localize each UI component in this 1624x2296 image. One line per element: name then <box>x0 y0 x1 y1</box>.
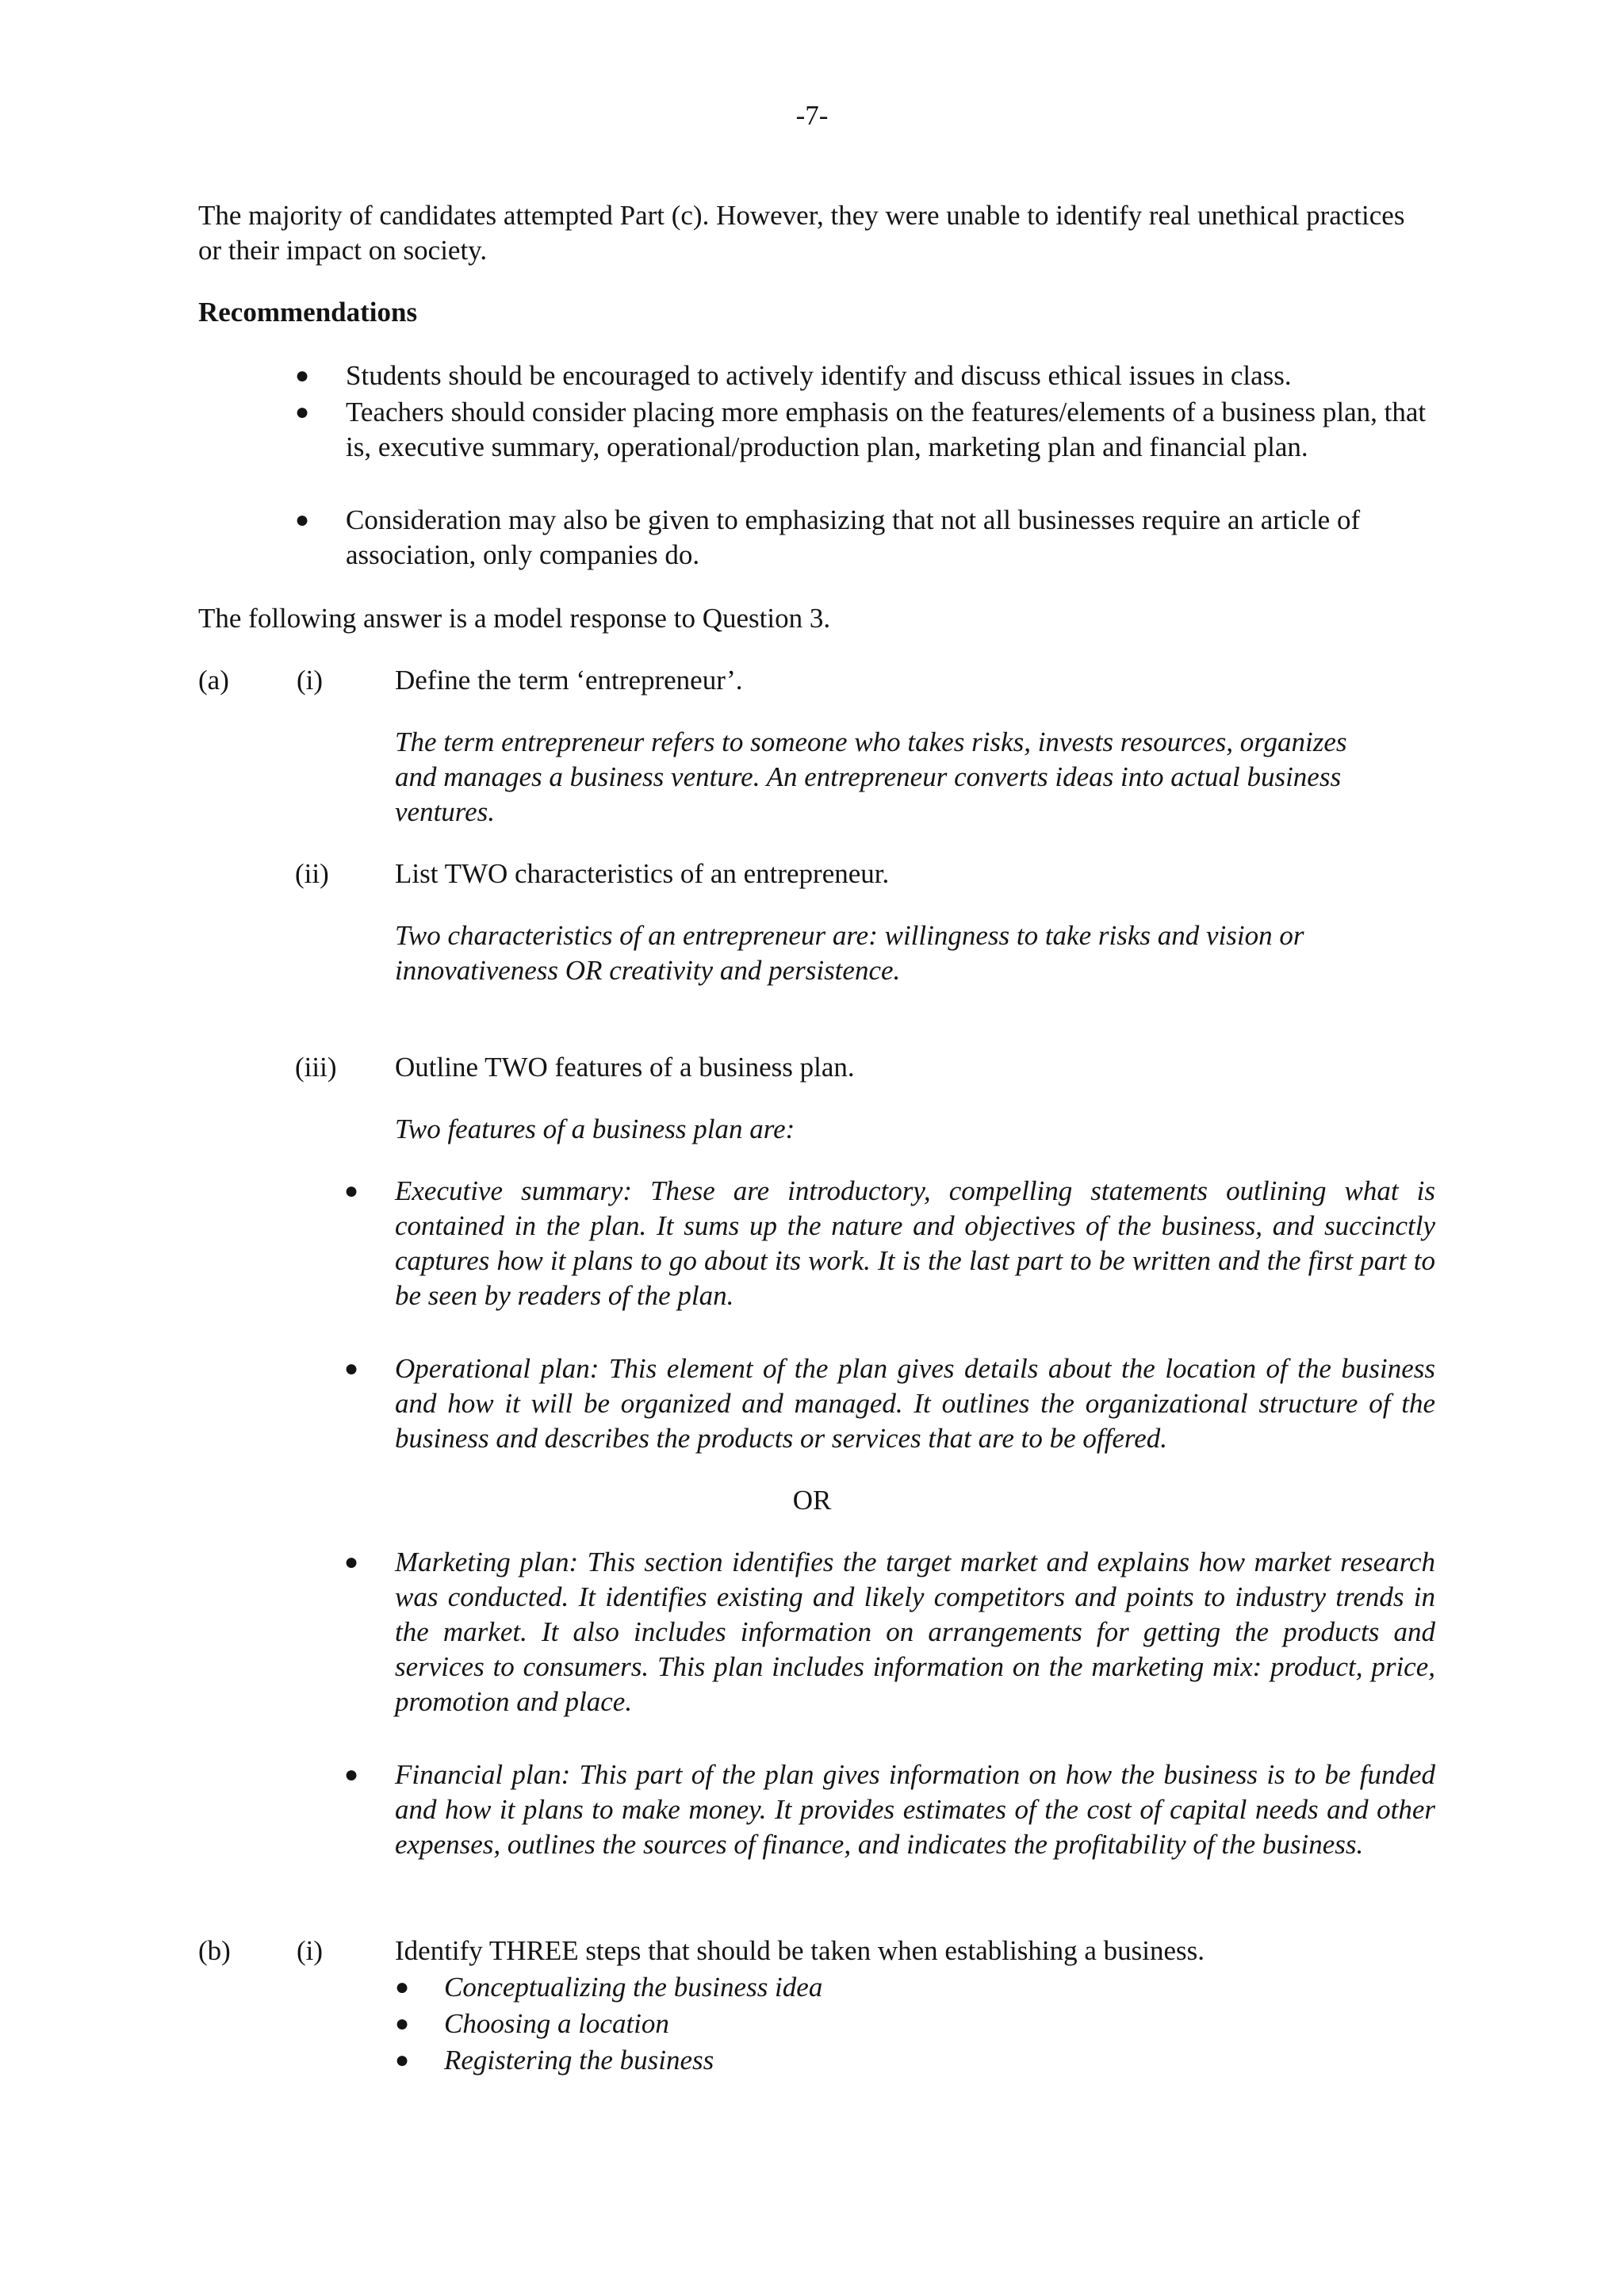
question-text: Outline TWO features of a business plan. <box>395 1052 855 1083</box>
bullet-icon: ● <box>295 507 310 533</box>
part-a-label: (a) <box>198 665 229 696</box>
question-number: (i) <box>297 665 324 696</box>
answer-text: Two characteristics of an entrepreneur are: willingness to take risks and vision or innovativeness OR creativity and persistence. <box>395 920 1304 986</box>
bullet-icon: ● <box>344 1549 359 1575</box>
bullet-icon: ● <box>295 399 310 425</box>
question-number: (ii) <box>295 858 329 889</box>
bullet-icon: ● <box>344 1355 359 1382</box>
page-number: -7- <box>795 100 829 131</box>
step-item: Conceptualizing the business idea <box>444 1972 823 2003</box>
question-text: List TWO characteristics of an entrepreneur. <box>395 858 890 889</box>
bullet-icon: ● <box>344 1761 359 1788</box>
question-text: Define the term ‘entrepreneur’. <box>395 665 743 696</box>
recommendation-item: Teachers should consider placing more emphasis on the features/elements of a business plan, that is, executive summary, operational/production plan, marketing plan and financial plan. <box>346 397 1427 462</box>
bullet-icon: ● <box>395 2010 410 2037</box>
recommendation-item: Students should be encouraged to actively identify and discuss ethical issues in class. <box>346 360 1292 391</box>
answer-intro: Two features of a business plan are: <box>395 1114 795 1144</box>
step-item: Registering the business <box>444 2045 714 2076</box>
bullet-icon: ● <box>395 2047 410 2073</box>
feature-item: Marketing plan: This section identifies the target market and explains how market research was conducted. It identifies existing and likely competitors and points to industry trends in the market. It also includes information on arrangements for getting the products and services to consumers. This plan includes information on the marketing mix: product, price, promotion and place. <box>395 1547 1435 1717</box>
part-b-label: (b) <box>198 1935 231 1966</box>
recommendation-item: Consideration may also be given to emphasizing that not all businesses require an article of association, only companies do. <box>346 504 1361 570</box>
bullet-icon: ● <box>295 362 310 389</box>
feature-item: Financial plan: This part of the plan gives information on how the business is to be funded and how it plans to make money. It provides estimates of the cost of capital needs and other expenses, outlines the sources of finance, and indicates the profitability of the business. <box>395 1759 1435 1860</box>
answer-text: The term entrepreneur refers to someone who takes risks, invests resources, organizes and manages a business venture. An entrepreneur converts ideas into actual business ventures. <box>395 726 1347 827</box>
bullet-icon: ● <box>395 1974 410 2000</box>
recommendations-heading: Recommendations <box>198 297 418 328</box>
model-response-intro: The following answer is a model response to Question 3. <box>198 603 831 634</box>
intro-paragraph: The majority of candidates attempted Part (c). However, they were unable to identify real unethical practices or their impact on society. <box>198 200 1405 266</box>
question-text: Identify THREE steps that should be taken when establishing a business. <box>395 1935 1205 1966</box>
feature-item: Operational plan: This element of the plan gives details about the location of the business and how it will be organized and managed. It outlines the organizational structure of the business and describes the products or services that are to be offered. <box>395 1353 1435 1454</box>
bullet-icon: ● <box>344 1178 359 1204</box>
step-item: Choosing a location <box>444 2008 669 2039</box>
question-number: (i) <box>297 1935 324 1966</box>
feature-item: Executive summary: These are introductory, compelling statements outlining what is contained in the plan. It sums up the nature and objectives of the business, and succinctly captures how it plans to go about its work. It is the last part to be written and the first part to be seen by readers of the plan. <box>395 1175 1435 1311</box>
question-number: (iii) <box>295 1052 337 1083</box>
or-separator: OR <box>792 1485 832 1516</box>
